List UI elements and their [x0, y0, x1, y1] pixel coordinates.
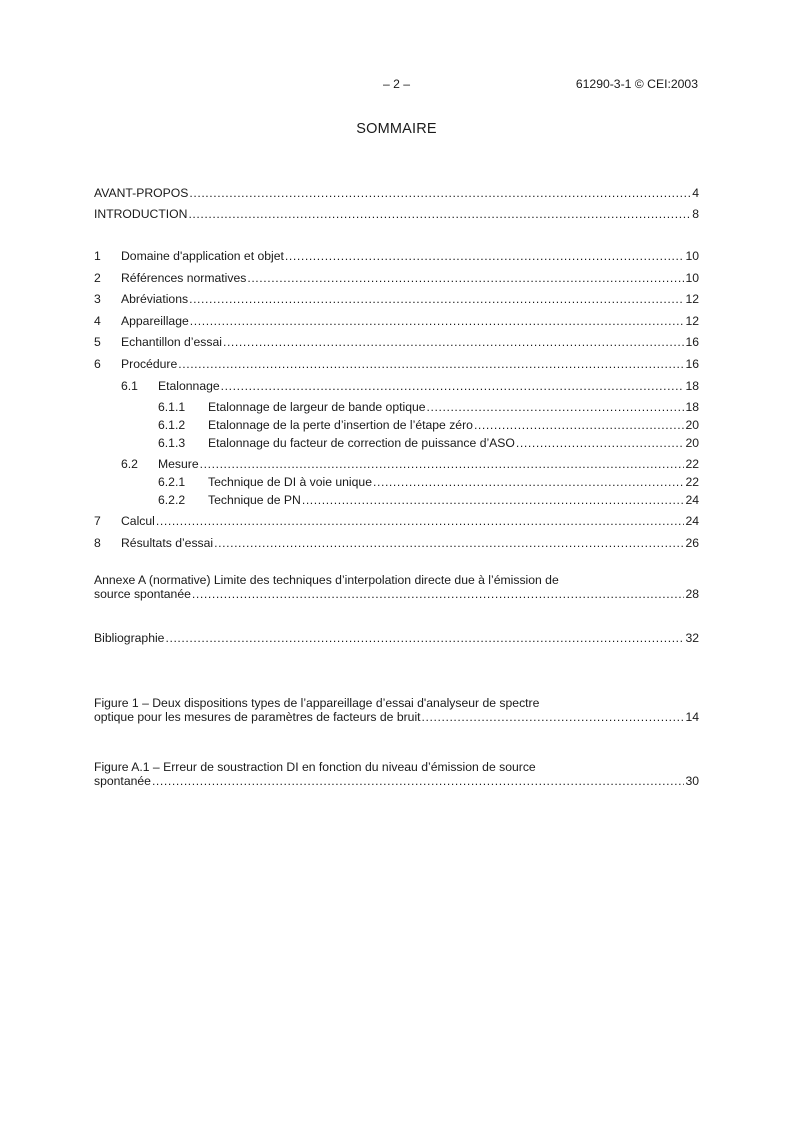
toc-leader-dots: [200, 456, 685, 472]
toc-front-matter: [94, 185, 699, 222]
toc-entry-introduction[interactable]: [94, 206, 699, 222]
toc-entry-title: AVANT-PROPOS: [94, 186, 189, 200]
toc-entry-title-line: Figure 1 – Deux dispositions types de l’appareillage d’essai d'analyseur de spectre: [94, 696, 540, 710]
toc-entry-page: 22: [685, 457, 699, 472]
toc-leader-dots: [156, 513, 685, 529]
toc-leader-dots: [189, 291, 684, 307]
toc-entry-number: 6.2: [121, 457, 138, 472]
toc-entry-number: 1: [94, 249, 101, 263]
toc-title: SOMMAIRE: [356, 121, 437, 137]
toc-entry-number: 5: [94, 335, 101, 350]
toc-leader-dots: [427, 399, 685, 415]
toc-entry-page: 30: [685, 774, 699, 788]
toc-entry-section-7[interactable]: [94, 513, 699, 535]
toc-entry-page: 20: [685, 418, 699, 433]
toc-entry-section-1[interactable]: [94, 248, 699, 270]
toc-entry-page: 10: [685, 249, 699, 263]
toc-entry-annex-a[interactable]: [94, 573, 699, 601]
toc-entry-number: 8: [94, 535, 101, 550]
toc-entry-section-6-2-2[interactable]: [94, 492, 699, 513]
toc-entry-title-line: source spontanée: [94, 587, 191, 601]
toc-entry-number: 4: [94, 313, 101, 328]
toc-entry-number: 6.2.1: [158, 475, 186, 490]
toc-entry-section-4[interactable]: [94, 313, 699, 335]
toc-entry-title: Technique de PN: [208, 493, 301, 508]
toc-entry-title: INTRODUCTION: [94, 207, 188, 221]
toc-entry-title-line: spontanée: [94, 774, 151, 788]
toc-leader-dots: [223, 334, 684, 350]
toc-entry-title-line: Figure A.1 – Erreur de soustraction DI en fonction du niveau d’émission de source: [94, 760, 536, 774]
toc-entry-section-6-1-2[interactable]: [94, 417, 699, 435]
toc-entry-page: 20: [685, 436, 699, 451]
toc-entry-page: 12: [685, 313, 699, 328]
toc-entry-section-8[interactable]: [94, 535, 699, 551]
toc-leader-dots: [302, 492, 685, 508]
toc-entry-section-6-1-1[interactable]: [94, 399, 699, 417]
toc-entry-figure-a-1[interactable]: [94, 760, 699, 788]
toc-entry-section-2[interactable]: [94, 270, 699, 292]
page-number: – 2 –: [382, 77, 411, 91]
toc-entry-page: 8: [692, 207, 699, 221]
toc-entry-title: Domaine d'application et objet: [121, 249, 284, 263]
toc-entry-section-6[interactable]: [94, 356, 699, 378]
toc-entry-page: 10: [685, 270, 699, 285]
toc-entry-title: Bibliographie: [94, 631, 165, 645]
toc-leader-dots: [189, 185, 691, 201]
toc-entry-section-5[interactable]: [94, 334, 699, 356]
toc-leader-dots: [214, 535, 684, 551]
toc-entry-bibliography[interactable]: [94, 630, 699, 646]
toc-entry-page: 16: [685, 356, 699, 371]
toc-entry-title-line: optique pour les mesures de paramètres de facteurs de bruit: [94, 710, 421, 724]
toc-sections: [94, 248, 699, 551]
toc-entry-title: Technique de DI à voie unique: [208, 475, 372, 490]
toc-leader-dots: [152, 774, 685, 788]
toc-entry-section-6-2-1[interactable]: [94, 474, 699, 492]
toc-entry-title: Mesure: [158, 457, 199, 472]
toc-entry-page: 4: [692, 186, 699, 200]
toc-entry-title: Etalonnage: [158, 378, 220, 393]
toc-leader-dots: [192, 587, 685, 601]
toc-entry-page: 18: [685, 400, 699, 415]
document-reference: 61290-3-1 © CEI:2003: [575, 77, 698, 91]
toc-entry-number: 6.1.3: [158, 436, 186, 451]
toc-entry-number: 6: [94, 356, 101, 371]
toc-entry-section-6-1[interactable]: [94, 378, 699, 400]
toc-entry-page: 14: [685, 710, 699, 724]
toc-leader-dots: [190, 313, 685, 329]
toc-entry-avant-propos[interactable]: [94, 185, 699, 206]
toc-entry-page: 24: [685, 514, 699, 529]
toc-entry-page: 16: [685, 335, 699, 350]
toc-entry-number: 7: [94, 514, 101, 529]
toc-entry-title: Références normatives: [121, 270, 247, 285]
toc-entry-page: 18: [685, 378, 699, 393]
toc-leader-dots: [178, 356, 684, 372]
toc-entry-figure-1[interactable]: [94, 696, 699, 724]
toc-leader-dots: [221, 378, 685, 394]
toc-entry-section-6-2[interactable]: [94, 456, 699, 474]
toc-entry-section-6-1-3[interactable]: [94, 435, 699, 456]
toc-entry-page: 28: [685, 587, 699, 601]
toc-leader-dots: [285, 248, 685, 264]
toc-leader-dots: [188, 206, 691, 222]
toc-leader-dots: [422, 710, 685, 724]
toc-leader-dots: [516, 435, 685, 451]
toc-entry-title: Procédure: [121, 356, 178, 371]
toc-entry-page: 12: [685, 292, 699, 307]
toc-entry-number: 6.2.2: [158, 493, 186, 508]
toc-entry-page: 26: [685, 535, 699, 550]
toc-entry-number: 3: [94, 292, 101, 307]
toc-leader-dots: [247, 270, 684, 286]
toc-entry-number: 2: [94, 270, 101, 285]
toc-entry-title: Résultats d’essai: [121, 535, 214, 550]
toc-entry-number: 6.1.2: [158, 418, 186, 433]
toc-entry-section-3[interactable]: [94, 291, 699, 313]
toc-entry-number: 6.1: [121, 378, 138, 393]
toc-entry-title: Etalonnage de la perte d’insertion de l’étape zéro: [208, 418, 473, 433]
toc-entry-title: Calcul: [121, 514, 155, 529]
toc-entry-number: 6.1.1: [158, 400, 186, 415]
toc-leader-dots: [165, 630, 684, 646]
toc-entry-page: 32: [685, 631, 699, 645]
toc-entry-title: Etalonnage de largeur de bande optique: [208, 400, 426, 415]
toc-entry-title-line: Annexe A (normative) Limite des techniques d’interpolation directe due à l’émission de: [94, 573, 559, 587]
toc-entry-title: Etalonnage du facteur de correction de puissance d’ASO: [208, 436, 515, 451]
toc-entry-title: Appareillage: [121, 313, 189, 328]
toc-leader-dots: [373, 474, 684, 490]
toc-entry-title: Abréviations: [121, 292, 189, 307]
toc-entry-title: Echantillon d’essai: [121, 335, 222, 350]
toc-leader-dots: [474, 417, 685, 433]
toc-entry-page: 22: [685, 475, 699, 490]
toc-entry-page: 24: [685, 493, 699, 508]
